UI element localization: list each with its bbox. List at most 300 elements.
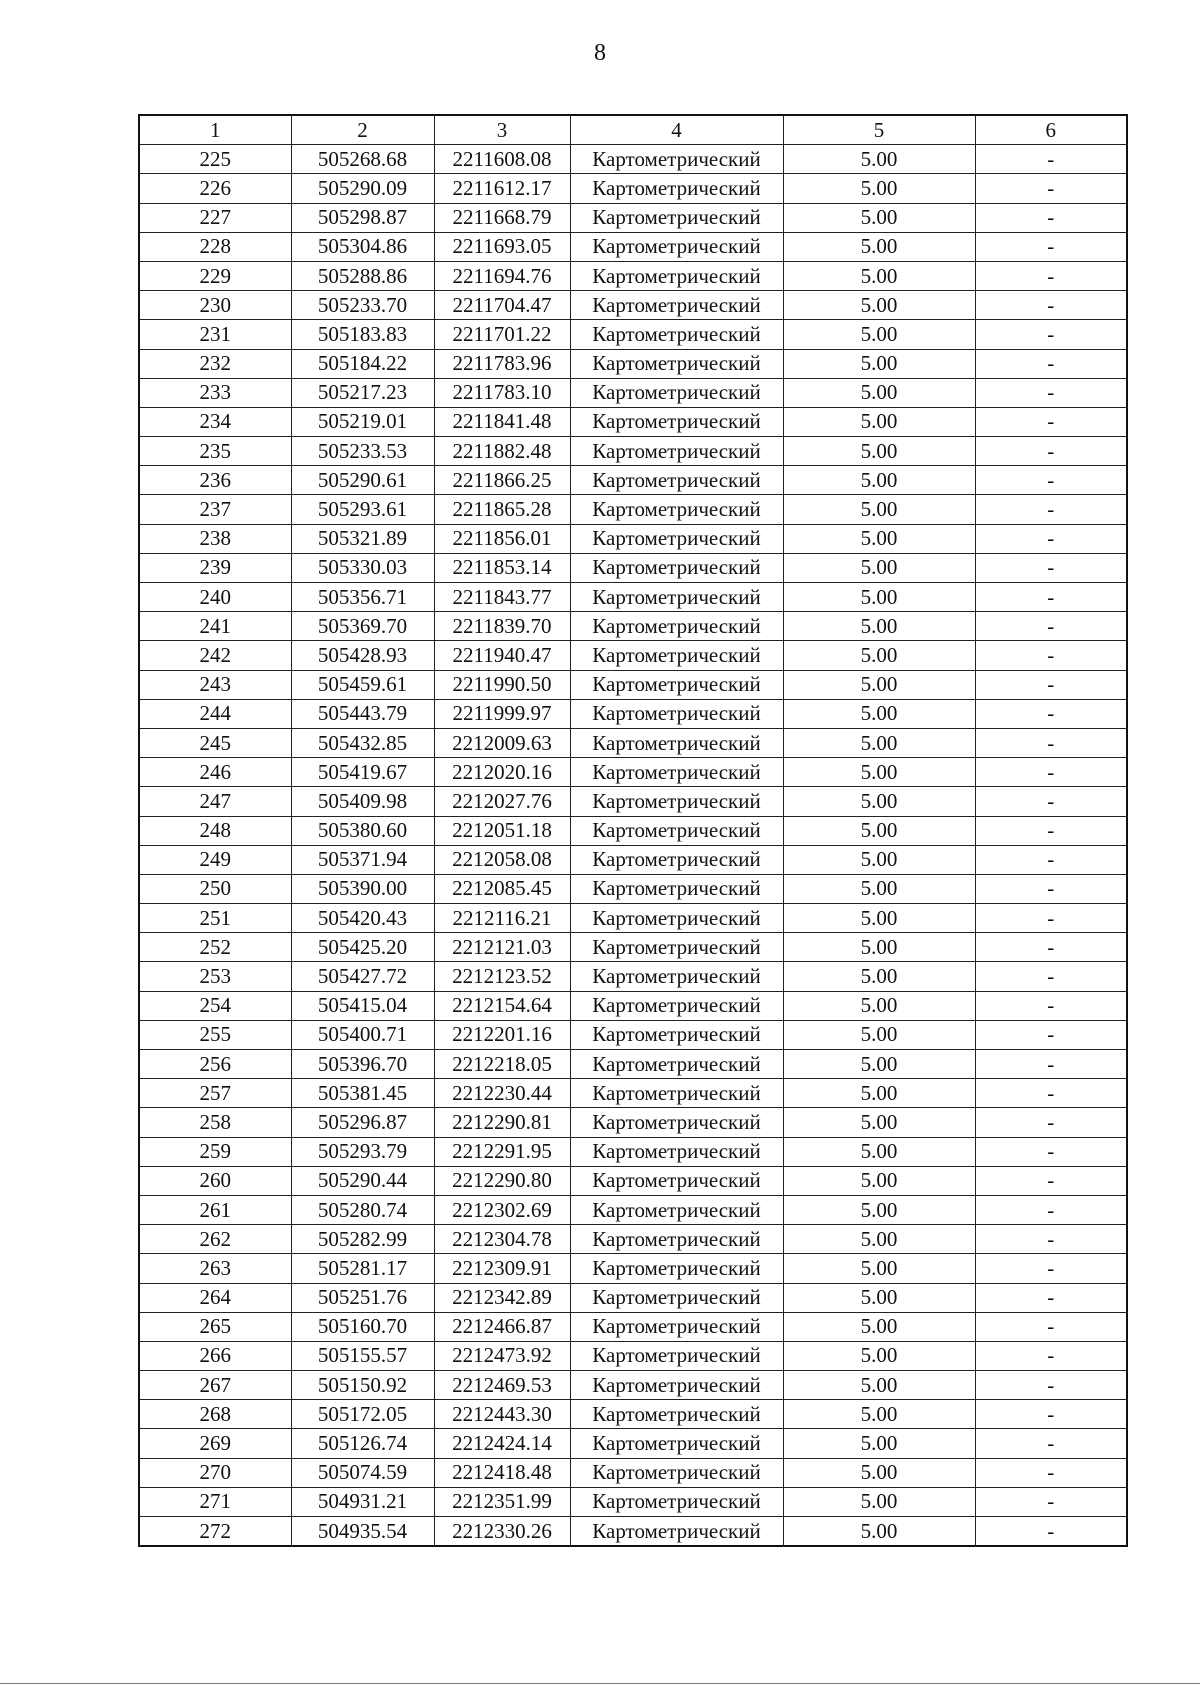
point-number-cell: 267 [139,1371,291,1400]
y-coordinate-cell: 2212342.89 [434,1283,570,1312]
accuracy-cell: 5.00 [783,495,975,524]
y-coordinate-cell: 2211668.79 [434,203,570,232]
y-coordinate-cell: 2212466.87 [434,1312,570,1341]
note-cell: - [975,1429,1127,1458]
x-coordinate-cell: 505184.22 [291,349,434,378]
point-number-cell: 263 [139,1254,291,1283]
note-cell: - [975,1371,1127,1400]
note-cell: - [975,203,1127,232]
note-cell: - [975,1079,1127,1108]
point-number-cell: 232 [139,349,291,378]
x-coordinate-cell: 505293.79 [291,1137,434,1166]
x-coordinate-cell: 505280.74 [291,1195,434,1224]
point-number-cell: 272 [139,1517,291,1547]
y-coordinate-cell: 2212469.53 [434,1371,570,1400]
point-number-cell: 257 [139,1079,291,1108]
x-coordinate-cell: 505150.92 [291,1371,434,1400]
table-row [139,612,1127,641]
accuracy-cell: 5.00 [783,1108,975,1137]
column-header: 1 [139,115,291,145]
x-coordinate-cell: 505390.00 [291,874,434,903]
table-row [139,1458,1127,1487]
accuracy-cell: 5.00 [783,1371,975,1400]
point-number-cell: 253 [139,962,291,991]
method-cell: Картометрический [570,524,783,553]
header-row [139,115,1127,145]
x-coordinate-cell: 505409.98 [291,787,434,816]
note-cell: - [975,728,1127,757]
x-coordinate-cell: 505233.70 [291,291,434,320]
x-coordinate-cell: 504935.54 [291,1517,434,1547]
x-coordinate-cell: 504931.21 [291,1487,434,1516]
method-cell: Картометрический [570,349,783,378]
point-number-cell: 242 [139,641,291,670]
point-number-cell: 239 [139,553,291,582]
method-cell: Картометрический [570,495,783,524]
point-number-cell: 229 [139,261,291,290]
accuracy-cell: 5.00 [783,1283,975,1312]
table-row [139,874,1127,903]
x-coordinate-cell: 505290.44 [291,1166,434,1195]
method-cell: Картометрический [570,962,783,991]
column-header: 6 [975,115,1127,145]
point-number-cell: 251 [139,904,291,933]
note-cell: - [975,407,1127,436]
point-number-cell: 236 [139,466,291,495]
x-coordinate-cell: 505282.99 [291,1225,434,1254]
x-coordinate-cell: 505380.60 [291,816,434,845]
note-cell: - [975,174,1127,203]
note-cell: - [975,232,1127,261]
note-cell: - [975,845,1127,874]
point-number-cell: 246 [139,758,291,787]
accuracy-cell: 5.00 [783,1341,975,1370]
x-coordinate-cell: 505459.61 [291,670,434,699]
x-coordinate-cell: 505356.71 [291,583,434,612]
accuracy-cell: 5.00 [783,145,975,174]
x-coordinate-cell: 505281.17 [291,1254,434,1283]
y-coordinate-cell: 2212027.76 [434,787,570,816]
point-number-cell: 234 [139,407,291,436]
x-coordinate-cell: 505219.01 [291,407,434,436]
point-number-cell: 241 [139,612,291,641]
note-cell: - [975,1487,1127,1516]
page-bottom-rule [0,1683,1200,1684]
x-coordinate-cell: 505155.57 [291,1341,434,1370]
x-coordinate-cell: 505251.76 [291,1283,434,1312]
point-number-cell: 247 [139,787,291,816]
table-row [139,349,1127,378]
table-row [139,1166,1127,1195]
y-coordinate-cell: 2211866.25 [434,466,570,495]
note-cell: - [975,1400,1127,1429]
table-row [139,437,1127,466]
accuracy-cell: 5.00 [783,407,975,436]
accuracy-cell: 5.00 [783,1166,975,1195]
table-row [139,291,1127,320]
point-number-cell: 231 [139,320,291,349]
note-cell: - [975,816,1127,845]
accuracy-cell: 5.00 [783,174,975,203]
y-coordinate-cell: 2211783.10 [434,378,570,407]
y-coordinate-cell: 2211608.08 [434,145,570,174]
note-cell: - [975,1050,1127,1079]
method-cell: Картометрический [570,1195,783,1224]
method-cell: Картометрический [570,407,783,436]
method-cell: Картометрический [570,232,783,261]
accuracy-cell: 5.00 [783,612,975,641]
method-cell: Картометрический [570,320,783,349]
note-cell: - [975,612,1127,641]
point-number-cell: 256 [139,1050,291,1079]
accuracy-cell: 5.00 [783,962,975,991]
note-cell: - [975,787,1127,816]
point-number-cell: 261 [139,1195,291,1224]
note-cell: - [975,1312,1127,1341]
x-coordinate-cell: 505369.70 [291,612,434,641]
y-coordinate-cell: 2212123.52 [434,962,570,991]
note-cell: - [975,1517,1127,1547]
y-coordinate-cell: 2211693.05 [434,232,570,261]
table-row [139,787,1127,816]
accuracy-cell: 5.00 [783,699,975,728]
y-coordinate-cell: 2211694.76 [434,261,570,290]
accuracy-cell: 5.00 [783,1020,975,1049]
table-row [139,933,1127,962]
note-cell: - [975,349,1127,378]
method-cell: Картометрический [570,1166,783,1195]
point-number-cell: 226 [139,174,291,203]
accuracy-cell: 5.00 [783,787,975,816]
y-coordinate-cell: 2212121.03 [434,933,570,962]
point-number-cell: 240 [139,583,291,612]
table-row [139,1195,1127,1224]
accuracy-cell: 5.00 [783,904,975,933]
accuracy-cell: 5.00 [783,641,975,670]
method-cell: Картометрический [570,1517,783,1547]
y-coordinate-cell: 2212116.21 [434,904,570,933]
x-coordinate-cell: 505304.86 [291,232,434,261]
y-coordinate-cell: 2212020.16 [434,758,570,787]
y-coordinate-cell: 2212051.18 [434,816,570,845]
accuracy-cell: 5.00 [783,1458,975,1487]
x-coordinate-cell: 505371.94 [291,845,434,874]
accuracy-cell: 5.00 [783,1487,975,1516]
note-cell: - [975,1108,1127,1137]
x-coordinate-cell: 505290.09 [291,174,434,203]
method-cell: Картометрический [570,728,783,757]
accuracy-cell: 5.00 [783,1517,975,1547]
x-coordinate-cell: 505296.87 [291,1108,434,1137]
y-coordinate-cell: 2212085.45 [434,874,570,903]
method-cell: Картометрический [570,1341,783,1370]
y-coordinate-cell: 2212201.16 [434,1020,570,1049]
y-coordinate-cell: 2211843.77 [434,583,570,612]
point-number-cell: 252 [139,933,291,962]
y-coordinate-cell: 2212330.26 [434,1517,570,1547]
point-number-cell: 245 [139,728,291,757]
y-coordinate-cell: 2211841.48 [434,407,570,436]
accuracy-cell: 5.00 [783,466,975,495]
point-number-cell: 235 [139,437,291,466]
note-cell: - [975,320,1127,349]
note-cell: - [975,933,1127,962]
y-coordinate-cell: 2212058.08 [434,845,570,874]
x-coordinate-cell: 505321.89 [291,524,434,553]
point-number-cell: 258 [139,1108,291,1137]
point-number-cell: 238 [139,524,291,553]
point-number-cell: 225 [139,145,291,174]
table-row [139,1371,1127,1400]
note-cell: - [975,991,1127,1020]
y-coordinate-cell: 2211999.97 [434,699,570,728]
table-row [139,466,1127,495]
method-cell: Картометрический [570,933,783,962]
accuracy-cell: 5.00 [783,1429,975,1458]
method-cell: Картометрический [570,904,783,933]
point-number-cell: 266 [139,1341,291,1370]
column-header: 3 [434,115,570,145]
table-row [139,641,1127,670]
accuracy-cell: 5.00 [783,583,975,612]
accuracy-cell: 5.00 [783,1312,975,1341]
method-cell: Картометрический [570,1108,783,1137]
point-number-cell: 250 [139,874,291,903]
table-row [139,524,1127,553]
x-coordinate-cell: 505160.70 [291,1312,434,1341]
x-coordinate-cell: 505233.53 [291,437,434,466]
x-coordinate-cell: 505400.71 [291,1020,434,1049]
table-row [139,816,1127,845]
accuracy-cell: 5.00 [783,1254,975,1283]
table-row [139,1050,1127,1079]
note-cell: - [975,378,1127,407]
y-coordinate-cell: 2211865.28 [434,495,570,524]
method-cell: Картометрический [570,845,783,874]
method-cell: Картометрический [570,787,783,816]
point-number-cell: 244 [139,699,291,728]
y-coordinate-cell: 2212309.91 [434,1254,570,1283]
point-number-cell: 228 [139,232,291,261]
y-coordinate-cell: 2211783.96 [434,349,570,378]
point-number-cell: 254 [139,991,291,1020]
table-row [139,553,1127,582]
note-cell: - [975,904,1127,933]
table-row [139,261,1127,290]
y-coordinate-cell: 2211839.70 [434,612,570,641]
accuracy-cell: 5.00 [783,1195,975,1224]
note-cell: - [975,641,1127,670]
table-row [139,962,1127,991]
table-row [139,845,1127,874]
x-coordinate-cell: 505172.05 [291,1400,434,1429]
y-coordinate-cell: 2212230.44 [434,1079,570,1108]
note-cell: - [975,1341,1127,1370]
y-coordinate-cell: 2212154.64 [434,991,570,1020]
method-cell: Картометрический [570,1225,783,1254]
accuracy-cell: 5.00 [783,1137,975,1166]
y-coordinate-cell: 2212291.95 [434,1137,570,1166]
x-coordinate-cell: 505330.03 [291,553,434,582]
note-cell: - [975,1458,1127,1487]
x-coordinate-cell: 505298.87 [291,203,434,232]
x-coordinate-cell: 505288.86 [291,261,434,290]
accuracy-cell: 5.00 [783,524,975,553]
accuracy-cell: 5.00 [783,553,975,582]
accuracy-cell: 5.00 [783,261,975,290]
point-number-cell: 243 [139,670,291,699]
point-number-cell: 269 [139,1429,291,1458]
y-coordinate-cell: 2212304.78 [434,1225,570,1254]
column-header: 2 [291,115,434,145]
note-cell: - [975,1020,1127,1049]
y-coordinate-cell: 2212473.92 [434,1341,570,1370]
x-coordinate-cell: 505415.04 [291,991,434,1020]
table-row [139,583,1127,612]
accuracy-cell: 5.00 [783,758,975,787]
table-row [139,758,1127,787]
method-cell: Картометрический [570,174,783,203]
y-coordinate-cell: 2212302.69 [434,1195,570,1224]
x-coordinate-cell: 505432.85 [291,728,434,757]
x-coordinate-cell: 505293.61 [291,495,434,524]
note-cell: - [975,1195,1127,1224]
y-coordinate-cell: 2211990.50 [434,670,570,699]
method-cell: Картометрический [570,1487,783,1516]
table-row [139,407,1127,436]
method-cell: Картометрический [570,758,783,787]
point-number-cell: 233 [139,378,291,407]
accuracy-cell: 5.00 [783,933,975,962]
accuracy-cell: 5.00 [783,670,975,699]
accuracy-cell: 5.00 [783,232,975,261]
point-number-cell: 271 [139,1487,291,1516]
point-number-cell: 249 [139,845,291,874]
method-cell: Картометрический [570,641,783,670]
accuracy-cell: 5.00 [783,728,975,757]
y-coordinate-cell: 2212290.80 [434,1166,570,1195]
table-row [139,145,1127,174]
note-cell: - [975,466,1127,495]
y-coordinate-cell: 2212009.63 [434,728,570,757]
point-number-cell: 268 [139,1400,291,1429]
table-row [139,1079,1127,1108]
table-row [139,1312,1127,1341]
note-cell: - [975,1166,1127,1195]
x-coordinate-cell: 505290.61 [291,466,434,495]
note-cell: - [975,1283,1127,1312]
accuracy-cell: 5.00 [783,203,975,232]
x-coordinate-cell: 505381.45 [291,1079,434,1108]
method-cell: Картометрический [570,1458,783,1487]
accuracy-cell: 5.00 [783,1050,975,1079]
method-cell: Картометрический [570,816,783,845]
point-number-cell: 259 [139,1137,291,1166]
table-body [139,145,1127,1547]
method-cell: Картометрический [570,1020,783,1049]
point-number-cell: 260 [139,1166,291,1195]
table-row [139,670,1127,699]
note-cell: - [975,261,1127,290]
y-coordinate-cell: 2212418.48 [434,1458,570,1487]
point-number-cell: 264 [139,1283,291,1312]
x-coordinate-cell: 505443.79 [291,699,434,728]
note-cell: - [975,145,1127,174]
table-row [139,699,1127,728]
table-row [139,203,1127,232]
method-cell: Картометрический [570,261,783,290]
table-row [139,1429,1127,1458]
note-cell: - [975,1225,1127,1254]
point-number-cell: 262 [139,1225,291,1254]
accuracy-cell: 5.00 [783,291,975,320]
x-coordinate-cell: 505183.83 [291,320,434,349]
method-cell: Картометрический [570,699,783,728]
note-cell: - [975,758,1127,787]
note-cell: - [975,1254,1127,1283]
note-cell: - [975,583,1127,612]
accuracy-cell: 5.00 [783,1400,975,1429]
table-row [139,1108,1127,1137]
table-row [139,320,1127,349]
table-row [139,232,1127,261]
note-cell: - [975,1137,1127,1166]
accuracy-cell: 5.00 [783,1079,975,1108]
y-coordinate-cell: 2212424.14 [434,1429,570,1458]
note-cell: - [975,699,1127,728]
method-cell: Картометрический [570,1312,783,1341]
table-row [139,904,1127,933]
column-header: 4 [570,115,783,145]
table-row [139,174,1127,203]
y-coordinate-cell: 2212290.81 [434,1108,570,1137]
table-row [139,1283,1127,1312]
coordinates-table [138,114,1128,1547]
y-coordinate-cell: 2212218.05 [434,1050,570,1079]
table-row [139,1517,1127,1547]
accuracy-cell: 5.00 [783,991,975,1020]
y-coordinate-cell: 2211612.17 [434,174,570,203]
accuracy-cell: 5.00 [783,349,975,378]
y-coordinate-cell: 2211940.47 [434,641,570,670]
point-number-cell: 270 [139,1458,291,1487]
point-number-cell: 248 [139,816,291,845]
method-cell: Картометрический [570,612,783,641]
accuracy-cell: 5.00 [783,320,975,349]
method-cell: Картометрический [570,437,783,466]
point-number-cell: 227 [139,203,291,232]
table-row [139,378,1127,407]
x-coordinate-cell: 505396.70 [291,1050,434,1079]
table-row [139,1487,1127,1516]
accuracy-cell: 5.00 [783,437,975,466]
table-row [139,1341,1127,1370]
y-coordinate-cell: 2211701.22 [434,320,570,349]
point-number-cell: 255 [139,1020,291,1049]
table-row [139,991,1127,1020]
note-cell: - [975,495,1127,524]
method-cell: Картометрический [570,145,783,174]
y-coordinate-cell: 2211704.47 [434,291,570,320]
table-row [139,1254,1127,1283]
method-cell: Картометрический [570,1283,783,1312]
method-cell: Картометрический [570,1400,783,1429]
x-coordinate-cell: 505428.93 [291,641,434,670]
method-cell: Картометрический [570,1371,783,1400]
accuracy-cell: 5.00 [783,378,975,407]
accuracy-cell: 5.00 [783,1225,975,1254]
method-cell: Картометрический [570,874,783,903]
